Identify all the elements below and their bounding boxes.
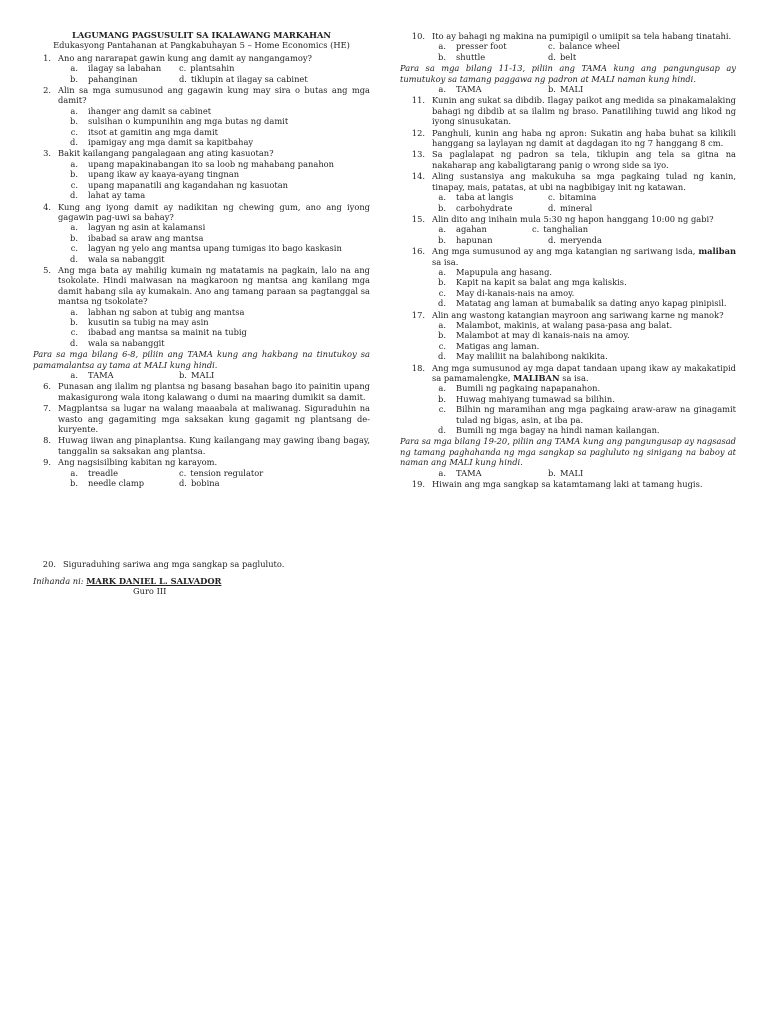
question-5: 5. Ang mga bata ay mahilig kumain ng matatamis na pagkain, lalo na ang tsokolate. Hindi maiwasan na magkaroon ng mantsa ang kanilang mga damit habang sila ay kumakain. Ano ang tamang paraan sa pagtanggal sa mantsa ng tsokolate? <box>43 264 370 307</box>
exam-title: LAGUMANG PAGSUSULIT SA IKALAWANG MARKAHAN <box>71 30 331 40</box>
option-b: b. needle clamp <box>70 478 145 489</box>
option-b: b. hapunan <box>438 234 493 245</box>
question-6: 6. Punasan ang ilalim ng plantsa ng basang basahan bago ito painitin upang makasigurong wala itong kalawang o dumi na maaring dumikit sa damit. <box>43 381 370 402</box>
option-a: a. treadle <box>70 467 119 478</box>
exam-subtitle: Edukasyong Pantahanan at Pangkabuhayan 5 – Home Economics (HE) <box>53 40 350 51</box>
question-text: Hiwain ang mga sangkap sa katamtamang laki at tamang hugis. <box>432 479 703 490</box>
option-d: d. Matatag ang laman at bumabalik sa dating anyo kapag pinipisil. <box>438 298 727 309</box>
keyword-maliban: maliban <box>698 246 736 257</box>
option-b: b. pahanginan <box>70 73 138 84</box>
options-row <box>400 52 736 62</box>
question-text: Ang nagsisilbing kabitan ng karayom. <box>58 457 218 468</box>
option-b: b. ibabad sa araw ang mantsa <box>70 232 204 243</box>
option-b: b. sulsihan o kumpunihin ang mga butas ng damit <box>70 116 289 127</box>
question-13: 13. Sa paglalapat ng padron sa tela, tiklupin ang tela sa gitna na nakaharap ang kabaligtarang panig o wrong side sa iyo. <box>411 149 736 170</box>
option-mali: b. MALI <box>548 467 584 478</box>
option-c: c. May di-kanais-nais na amoy. <box>438 287 575 298</box>
question-11: 11. Kunin ang sukat sa dibdib. Ilagay paikot ang medida sa pinakamalaking bahagi ng dibdib at sa ilalim ng braso. Panatilihing tuwid ang likod ng iyong sinusukatan. <box>411 95 736 127</box>
option-d: d. belt <box>548 51 577 62</box>
teacher-name: MARK DANIEL L. SALVADOR <box>86 575 222 586</box>
question-text: Aling sustansiya ang makukuha sa mga pagkaing tulad ng kanin, tinapay, mais, patatas, at ubi na nagbibigay init ng katawan. <box>432 171 736 192</box>
option-d: d. mineral <box>548 202 593 213</box>
option-tama: a. TAMA <box>438 467 482 478</box>
option-a: a. upang mapakinabangan ito sa loob ng mahabang panahon <box>70 158 335 169</box>
options-row <box>400 192 736 202</box>
question-4: 4. Kung ang iyong damit ay nadikitan ng chewing gum, ano ang iyong gagawin pag-uwi sa bahay? <box>43 201 370 222</box>
option-c: c. plantsahin <box>179 63 235 74</box>
question-14: 14. Aling sustansiya ang makukuha sa mga pagkaing tulad ng kanin, tinapay, mais, patatas, at ubi na nagbibigay init ng katawan. <box>411 171 736 192</box>
option-b: b. carbohydrate <box>438 202 513 213</box>
question-text: Siguraduhing sariwa ang mga sangkap sa pagluluto. <box>63 559 285 570</box>
left-column <box>33 30 370 597</box>
option-b: b. Malambot at may di kanais-nais na amoy. <box>438 330 630 341</box>
question-text: Ang mga sumusunod ay ang mga katangian ng sariwang isda, maliban sa isa. <box>432 246 736 267</box>
question-text: Ano ang nararapat gawin kung ang damit ay nangangamoy? <box>58 52 312 63</box>
question-text: Magplantsa sa lugar na walang maaabala at maliwanag. Siguraduhin na wasto ang gagamiting mga saksakan kung gagamit ng plantsang de-kuryente. <box>58 403 370 435</box>
option-a: a. lagyan ng asin at kalamansi <box>70 222 206 233</box>
option-a: a. Mapupula ang hasang. <box>438 266 553 277</box>
option-b: b. Huwag mahiyang tumawad sa bilihin. <box>438 393 615 404</box>
option-c: c. tension regulator <box>179 467 264 478</box>
question-8: 8. Huwag iiwan ang pinaplantsa. Kung kailangang may gawing ibang bagay, tanggalin sa saksakan ang plantsa. <box>43 435 370 456</box>
options-row <box>400 235 736 245</box>
option-mali: b. MALI <box>548 84 584 95</box>
option-a: a. labhan ng sabon at tubig ang mantsa <box>70 306 245 317</box>
question-18: 18. Ang mga sumusunod ay mga dapat tandaan upang ikaw ay makakatipid sa pamamalengke, MALIBAN sa isa. <box>411 362 736 383</box>
options-row <box>33 63 370 73</box>
options-row <box>400 468 736 478</box>
option-mali: b. MALI <box>179 370 215 380</box>
option-a: a. presser foot <box>438 41 507 52</box>
question-text: Ito ay bahagi ng makina na pumipigil o umiipit sa tela habang tinatahi. <box>432 31 732 41</box>
option-a: a. ihanger ang damit sa cabinet <box>70 105 212 116</box>
option-a: a. Bumili ng pagkaing napapanahon. <box>438 383 601 394</box>
option-b: b. Kapit na kapit sa balat ang mga kaliskis. <box>438 277 627 288</box>
question-1 <box>33 53 370 63</box>
options-row <box>33 370 370 380</box>
option-c: c. upang mapanatili ang kagandahan ng kasuotan <box>70 179 289 190</box>
option-b: b. shuttle <box>438 51 486 62</box>
options-row <box>400 84 736 94</box>
question-20: 20. Siguraduhing sariwa ang mga sangkap sa pagluluto. <box>33 559 370 569</box>
question-2: 2. Alin sa mga sumusunod ang gagawin kung may sira o butas ang mga damit? <box>43 85 370 106</box>
option-d: d. lahat ay tama <box>70 190 146 201</box>
question-number: 1. <box>43 52 51 63</box>
option-b: b. upang ikaw ay kaaya-ayang tingnan <box>70 169 240 180</box>
option-d: d. bobina <box>179 478 220 489</box>
question-9: 9. Ang nagsisilbing kabitan ng karayom. <box>33 457 370 467</box>
question-text: Alin sa mga sumusunod ang gagawin kung may sira o butas ang mga damit? <box>58 85 370 106</box>
options-row <box>33 468 370 478</box>
question-text: Punasan ang ilalim ng plantsa ng basang basahan bago ito painitin upang makasigurong wala itong kalawang o dumi na maaring dumikit sa damit. <box>58 381 370 402</box>
option-d: d. wala sa nabanggit <box>70 337 165 348</box>
keyword-maliban: MALIBAN <box>513 373 560 383</box>
prepared-by <box>33 576 370 586</box>
prepared-label: Inihanda ni: <box>33 575 84 586</box>
instruction-6-8: Para sa mga bilang 6-8, piliin ang TAMA kung ang hakbang na tinutukoy sa pamamalantsa ay tama at MALI kung hindi. <box>33 349 370 370</box>
question-text: Kung ang iyong damit ay nadikitan ng chewing gum, ano ang iyong gagawin pag-uwi sa bahay? <box>58 201 370 222</box>
option-tama: a. TAMA <box>70 370 114 380</box>
question-text: Ang mga bata ay mahilig kumain ng matatamis na pagkain, lalo na ang tsokolate. Hindi maiwasan na magkaroon ng mantsa ang kanilang mga damit habang sila ay kumakain. Ano ang tamang paraan sa pagtanggal sa mantsa ng tsokolate? <box>58 264 370 307</box>
question-12: 12. Panghuli, kunin ang haba ng apron: Sukatin ang haba buhat sa kilikili hanggang sa laylayan ng damit at dagdagan ito ng 7 hanggang 8 cm. <box>411 127 736 149</box>
option-d: d. wala sa nabanggit <box>70 253 165 264</box>
option-c: c. bitamina <box>548 192 597 203</box>
option-d: d. May maliliit na balahibong nakikita. <box>438 351 608 362</box>
question-15: 15. Alin dito ang inihain mula 5:30 ng hapon hanggang 10:00 ng gabi? <box>400 214 736 224</box>
option-c: c. tanghalian <box>532 224 589 235</box>
question-3: 3. Bakit kailangang pangalagaan ang ating kasuotan? <box>33 148 370 158</box>
option-a: a. Malambot, makinis, at walang pasa-pasa ang balat. <box>438 319 673 330</box>
instruction-11-13: Para sa mga bilang 11-13, piliin ang TAMA kung ang pangungusap ay tumutukoy sa tamang paggawa ng padron at MALI naman kung hindi. <box>400 63 736 84</box>
question-text: Sa paglalapat ng padron sa tela, tiklupin ang tela sa gitna na nakaharap ang kabaligtarang panig o wrong side sa iyo. <box>432 149 736 170</box>
question-17: 17. Alin ang wastong katangian mayroon ang sariwang karne ng manok? <box>400 310 736 320</box>
option-a: a. taba at langis <box>438 192 514 203</box>
right-column <box>400 30 736 489</box>
option-c: c. Bilhin ng maramihan ang mga pagkaing araw-araw na ginagamit tulad ng bigas, asin, at iba pa. <box>438 404 736 425</box>
options-row <box>400 203 736 213</box>
option-d: d. meryenda <box>548 234 602 245</box>
options-row <box>33 74 370 84</box>
question-text: Alin dito ang inihain mula 5:30 ng hapon hanggang 10:00 ng gabi? <box>432 213 714 224</box>
options-row <box>400 224 736 234</box>
question-text: Panghuli, kunin ang haba ng apron: Sukatin ang haba buhat sa kilikili hanggang sa laylayan ng damit at dagdagan ito ng 7 hanggang 8 cm. <box>432 127 736 149</box>
option-c: c. ibabad ang mantsa sa mainit na tubig <box>70 327 247 338</box>
question-16: 16. Ang mga sumusunod ay ang mga katangian ng sariwang isda, maliban sa isa. <box>411 246 736 267</box>
option-tama: a. TAMA <box>438 84 482 95</box>
question-text: Ang mga sumusunod ay mga dapat tandaan upang ikaw ay makakatipid sa pamamalengke, MALIBAN sa isa. <box>432 362 736 383</box>
options-row <box>400 41 736 51</box>
option-c: c. itsot at gamitin ang mga damit <box>70 126 218 137</box>
question-text: Huwag iiwan ang pinaplantsa. Kung kailangang may gawing ibang bagay, tanggalin sa saksakan ang plantsa. <box>58 435 370 456</box>
instruction-19-20: Para sa mga bilang 19-20, piliin ang TAMA kung ang pangungusap ay nagsasad ng tamang paghahanda ng mga sangkap sa pagluluto ng sinigang na baboy at naman ang MALI kung hindi. <box>400 436 736 468</box>
option-d: d. tiklupin at ilagay sa cabinet <box>179 73 308 84</box>
option-d: d. Bumili ng mga bagay na hindi naman kailangan. <box>438 425 660 436</box>
option-b: b. kusutin sa tubig na may asin <box>70 316 209 327</box>
question-7: 7. Magplantsa sa lugar na walang maaabala at maliwanag. Siguraduhin na wasto ang gagamiting mga saksakan kung gagamit ng plantsang de-kuryente. <box>43 403 370 435</box>
question-text: Kunin ang sukat sa dibdib. Ilagay paikot ang medida sa pinakamalaking bahagi ng dibdib at sa ilalim ng braso. Panatilihing tuwid ang likod ng iyong sinusukatan. <box>432 95 736 127</box>
option-c: c. lagyan ng yelo ang mantsa upang tumigas ito bago kaskasin <box>70 243 342 254</box>
option-a: a. ilagay sa labahan <box>70 63 162 74</box>
option-a: a. agahan <box>438 224 487 235</box>
question-text: Alin ang wastong katangian mayroon ang sariwang karne ng manok? <box>432 309 724 320</box>
question-10: 10. Ito ay bahagi ng makina na pumipigil o umiipit sa tela habang tinatahi. <box>400 31 736 41</box>
question-19: 19. Hiwain ang mga sangkap sa katamtamang laki at tamang hugis. <box>400 479 736 489</box>
option-c: c. balance wheel <box>548 41 620 52</box>
teacher-role: Guro III <box>133 586 167 597</box>
option-c: c. Matigas ang laman. <box>438 340 540 351</box>
question-text: Bakit kailangang pangalagaan ang ating kasuotan? <box>58 148 274 159</box>
options-row <box>33 478 370 488</box>
option-d: d. ipamigay ang mga damit sa kapitbahay <box>70 137 254 148</box>
